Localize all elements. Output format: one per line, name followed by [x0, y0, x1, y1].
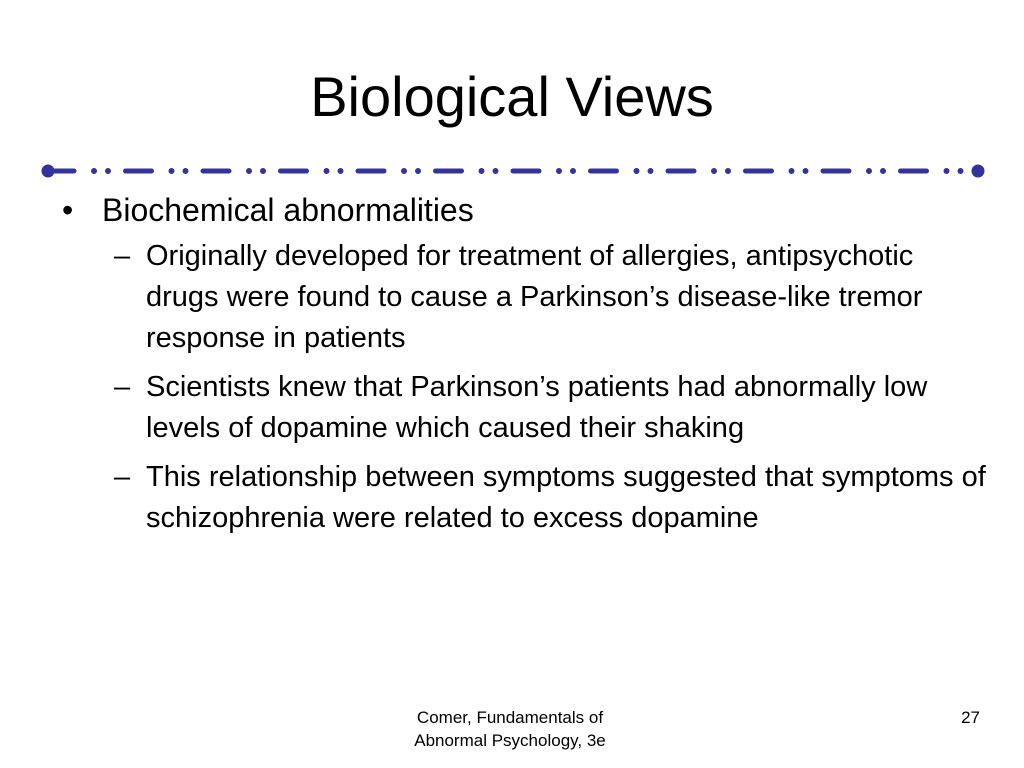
divider-dot — [571, 169, 576, 174]
title-divider — [40, 159, 986, 183]
divider-dot — [712, 169, 717, 174]
divider-dot — [648, 169, 653, 174]
sub-bullet-text: Originally developed for treatment of allergies, antipsychotic drugs were found to cause a Parkinson’s disease-like tremor response in patients — [146, 240, 923, 354]
divider-dot — [261, 169, 266, 174]
divider-dot — [247, 169, 252, 174]
footer-source — [370, 706, 650, 752]
divider-dot — [803, 169, 808, 174]
sub-bullet-list — [114, 236, 992, 539]
footer-source-line: Comer, Fundamentals of — [416, 708, 604, 727]
page-number: 27 — [961, 708, 980, 727]
divider-dot — [324, 169, 329, 174]
divider-dot — [789, 169, 794, 174]
divider-dot — [402, 169, 407, 174]
divider-dot — [634, 169, 639, 174]
divider-dot — [92, 169, 97, 174]
sub-bullet-item — [114, 457, 992, 539]
divider-dot — [958, 169, 963, 174]
divider-dot — [338, 169, 343, 174]
divider-endpoint — [972, 165, 984, 177]
divider-dot — [944, 169, 949, 174]
sub-bullet-item — [114, 236, 992, 359]
divider-dot — [867, 169, 872, 174]
slide-body — [62, 188, 992, 547]
divider-dot — [726, 169, 731, 174]
sub-bullet-item — [114, 367, 992, 449]
bullet-item — [62, 188, 992, 232]
divider-dot — [106, 169, 111, 174]
divider-dot — [183, 169, 188, 174]
sub-bullet-marker: – — [114, 371, 131, 403]
divider-dot — [557, 169, 562, 174]
sub-bullet-marker: – — [114, 461, 131, 493]
divider-dot — [479, 169, 484, 174]
divider-dot — [493, 169, 498, 174]
bullet-marker: • — [62, 192, 74, 228]
sub-bullet-marker: – — [114, 240, 131, 272]
divider-dot — [416, 169, 421, 174]
sub-bullet-text: Scientists knew that Parkinson’s patients had abnormally low levels of dopamine which caused their shaking — [146, 371, 928, 444]
divider-dot — [169, 169, 174, 174]
sub-bullet-text: This relationship between symptoms suggested that symptoms of schizophrenia were related to excess dopamine — [146, 461, 986, 534]
divider-dot — [881, 169, 886, 174]
slide-title: Biological Views — [310, 65, 714, 128]
footer-source-line: Abnormal Psychology, 3e — [414, 731, 606, 750]
bullet-text: Biochemical abnormalities — [102, 192, 474, 228]
